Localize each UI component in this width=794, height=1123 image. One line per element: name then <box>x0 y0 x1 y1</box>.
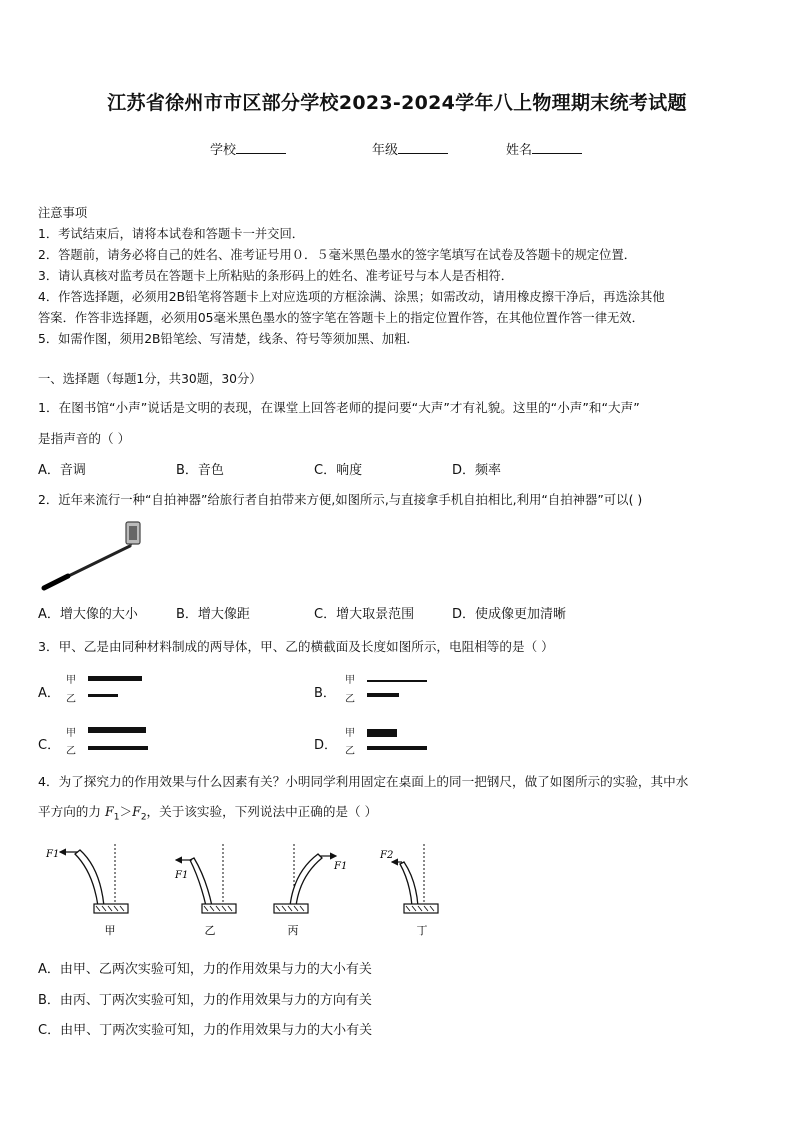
conductor-yi <box>88 746 148 750</box>
q1-option-c[interactable]: C．响度 <box>314 463 363 478</box>
notice-item: 答案．作答非选择题，必须用05毫米黑色墨水的签字笔在答题卡上的指定位置作答，在其他位置作答一律无效． <box>38 311 644 325</box>
q3-option-d[interactable]: D． <box>314 738 338 753</box>
force-label: F1 <box>334 861 348 872</box>
label-yi: 乙 <box>66 694 76 705</box>
label-yi: 乙 <box>66 746 76 757</box>
question-1-text-cont: 是指声音的（ ） <box>38 431 131 446</box>
school-field[interactable] <box>210 139 286 158</box>
name-field[interactable] <box>506 139 582 158</box>
label-jia: 甲 <box>345 675 355 686</box>
q2-option-a[interactable]: A．增大像的大小 <box>38 607 138 622</box>
grade-label: 年级 <box>372 143 399 158</box>
force-symbol-f1: F <box>104 804 114 819</box>
conductor-jia <box>88 676 142 681</box>
q2-option-b[interactable]: B．增大像距 <box>176 607 250 622</box>
conductor-yi <box>88 694 118 697</box>
notice-item: 3．请认真核对监考员在答题卡上所粘贴的条形码上的姓名、准考证号与本人是否相符． <box>38 269 514 283</box>
ruler-experiment-figure <box>38 836 458 946</box>
question-3-text: 3．甲、乙是由同种材料制成的两导体，甲、乙的横截面及长度如图所示，电阻相等的是（ ） <box>38 639 554 654</box>
q1-option-d[interactable]: D．频率 <box>452 463 502 478</box>
q4-option-c[interactable]: C．由甲、丁两次实验可知，力的作用效果与力的大小有关 <box>38 1023 373 1038</box>
q3-option-c[interactable]: C． <box>38 738 61 753</box>
figure-label-bing: 丙 <box>287 924 299 937</box>
q4-option-a[interactable]: A．由甲、乙两次实验可知，力的作用效果与力的大小有关 <box>38 962 372 977</box>
grade-blank[interactable] <box>398 141 448 154</box>
greater-than-symbol: ＞ <box>119 804 133 819</box>
figure-yi <box>174 844 236 937</box>
question-1-text: 1．在图书馆“小声”说话是文明的表现，在课堂上回答老师的提问要“大声”才有礼貌。这里的“小声”和“大声” <box>38 400 640 415</box>
question-4-text-cont <box>38 801 377 823</box>
notice-item: 1．考试结束后，请将本试卷和答题卡一并交回． <box>38 227 305 241</box>
q1-option-a[interactable]: A．音调 <box>38 463 86 478</box>
figure-jia <box>45 844 128 937</box>
q2-option-c[interactable]: C．增大取景范围 <box>314 607 415 622</box>
selfie-stick-image <box>38 516 148 594</box>
force-label: F1 <box>175 870 189 881</box>
q1-option-b[interactable]: B．音色 <box>176 463 224 478</box>
label-yi: 乙 <box>345 694 355 705</box>
conductor-jia <box>367 680 427 682</box>
grade-field[interactable] <box>372 139 448 158</box>
force-sub-1: 1 <box>113 812 120 823</box>
q3-option-a[interactable]: A． <box>38 686 60 701</box>
name-blank[interactable] <box>532 141 582 154</box>
q4-text-pre: 平方向的力 <box>38 804 105 819</box>
figure-label-ding: 丁 <box>416 924 428 937</box>
label-jia: 甲 <box>66 675 76 686</box>
page-title: 江苏省徐州市市区部分学校2023-2024学年八上物理期末统考试题 <box>107 92 687 114</box>
question-2-text: 2．近年来流行一种“自拍神器”给旅行者自拍带来方便,如图所示,与直接拿手机自拍相比,利用“自拍神器”可以( ) <box>38 492 643 507</box>
name-label: 姓名 <box>506 143 533 158</box>
label-jia: 甲 <box>345 728 355 739</box>
label-jia: 甲 <box>66 728 76 739</box>
force-label: F2 <box>380 850 394 861</box>
notice-item: 2．答题前，请务必将自己的姓名、准考证号用０．５毫米黑色墨水的签字笔填写在试卷及答题卡的规定位置． <box>38 248 637 262</box>
q4-text-post: ，关于该实验，下列说法中正确的是（ ） <box>146 804 378 819</box>
force-label: F1 <box>46 849 60 860</box>
figure-label-jia: 甲 <box>104 924 116 937</box>
q2-option-d[interactable]: D．使成像更加清晰 <box>452 607 567 622</box>
notice-heading: 注意事项 <box>38 206 88 220</box>
notice-item: 4．作答选择题，必须用2B铅笔将答题卡上对应选项的方框涂满、涂黑；如需改动，请用橡皮擦干净后，再选涂其他 <box>38 290 665 304</box>
conductor-jia <box>367 729 397 737</box>
force-symbol-f2: F <box>132 804 141 819</box>
school-label: 学校 <box>210 143 237 158</box>
question-4-text: 4．为了探究力的作用效果与什么因素有关？小明同学利用固定在桌面上的同一把钢尺，做了如图所示的实验，其中水 <box>38 774 689 789</box>
figure-label-yi: 乙 <box>204 924 216 937</box>
notice-item: 5．如需作图，须用2B铅笔绘、写清楚，线条、符号等须加黑、加粗． <box>38 332 419 346</box>
conductor-yi <box>367 746 427 750</box>
q4-option-b[interactable]: B．由丙、丁两次实验可知，力的作用效果与力的方向有关 <box>38 993 372 1008</box>
figure-ding <box>379 844 438 937</box>
figure-bing <box>274 844 347 937</box>
school-blank[interactable] <box>236 141 286 154</box>
conductor-yi <box>367 693 399 697</box>
label-yi: 乙 <box>345 746 355 757</box>
q3-option-b[interactable]: B． <box>314 686 336 701</box>
section-heading: 一、选择题（每题1分，共30题，30分） <box>38 372 262 386</box>
force-sub-2: 2 <box>140 812 147 823</box>
conductor-jia <box>88 727 146 733</box>
